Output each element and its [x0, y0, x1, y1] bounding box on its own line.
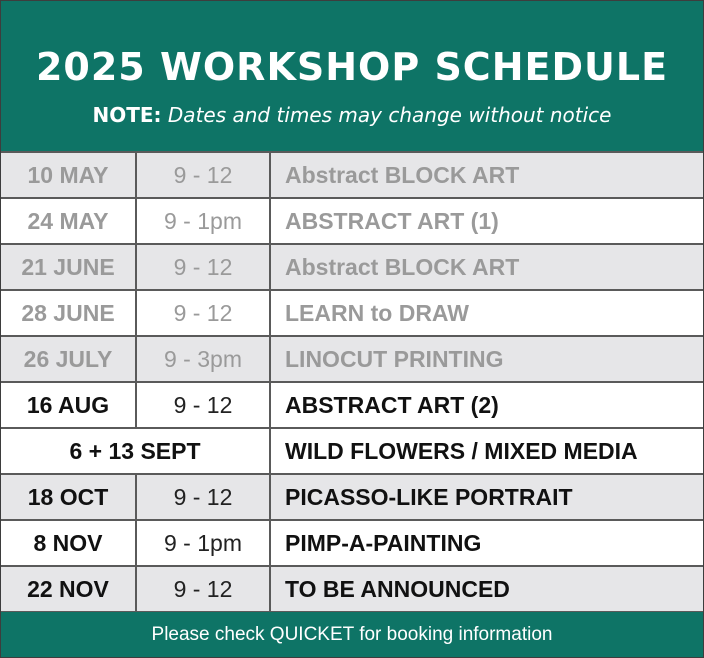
row-workshop: PIMP-A-PAINTING: [270, 520, 703, 566]
schedule-note: [1, 101, 703, 129]
row-date: 6 + 13 SEPT: [1, 428, 270, 474]
row-workshop: Abstract BLOCK ART: [270, 152, 703, 198]
row-date: 8 NOV: [1, 520, 136, 566]
row-date: 10 MAY: [1, 152, 136, 198]
table-row: [1, 474, 703, 520]
row-workshop: LEARN to DRAW: [270, 290, 703, 336]
table-row: [1, 520, 703, 566]
row-time: 9 - 12: [136, 474, 270, 520]
table-row: [1, 152, 703, 198]
row-date: 24 MAY: [1, 198, 136, 244]
row-time: 9 - 1pm: [136, 198, 270, 244]
schedule-table: [1, 151, 703, 613]
row-date: 28 JUNE: [1, 290, 136, 336]
row-date: 16 AUG: [1, 382, 136, 428]
row-date: 21 JUNE: [1, 244, 136, 290]
row-workshop: ABSTRACT ART (1): [270, 198, 703, 244]
note-text: Dates and times may change without notice: [167, 103, 612, 127]
note-label: NOTE:: [92, 103, 162, 127]
row-workshop: ABSTRACT ART (2): [270, 382, 703, 428]
table-row: [1, 382, 703, 428]
page-title: 2025 WORKSHOP SCHEDULE: [35, 45, 669, 89]
row-workshop: Abstract BLOCK ART: [270, 244, 703, 290]
row-time: 9 - 12: [136, 382, 270, 428]
table-row: [1, 198, 703, 244]
row-date: 26 JULY: [1, 336, 136, 382]
row-workshop: PICASSO-LIKE PORTRAIT: [270, 474, 703, 520]
row-time: 9 - 12: [136, 244, 270, 290]
row-time: 9 - 12: [136, 566, 270, 612]
table-row: [1, 428, 703, 474]
row-time: 9 - 1pm: [136, 520, 270, 566]
row-date: 18 OCT: [1, 474, 136, 520]
table-row: [1, 244, 703, 290]
row-workshop: WILD FLOWERS / MIXED MEDIA: [270, 428, 703, 474]
schedule-header: [1, 1, 703, 151]
table-row: [1, 336, 703, 382]
row-workshop: LINOCUT PRINTING: [270, 336, 703, 382]
table-row: [1, 566, 703, 612]
row-time: 9 - 3pm: [136, 336, 270, 382]
row-time: 9 - 12: [136, 152, 270, 198]
row-time: 9 - 12: [136, 290, 270, 336]
row-date: 22 NOV: [1, 566, 136, 612]
row-workshop: TO BE ANNOUNCED: [270, 566, 703, 612]
table-row: [1, 290, 703, 336]
booking-footer: Please check QUICKET for booking information: [1, 612, 703, 657]
